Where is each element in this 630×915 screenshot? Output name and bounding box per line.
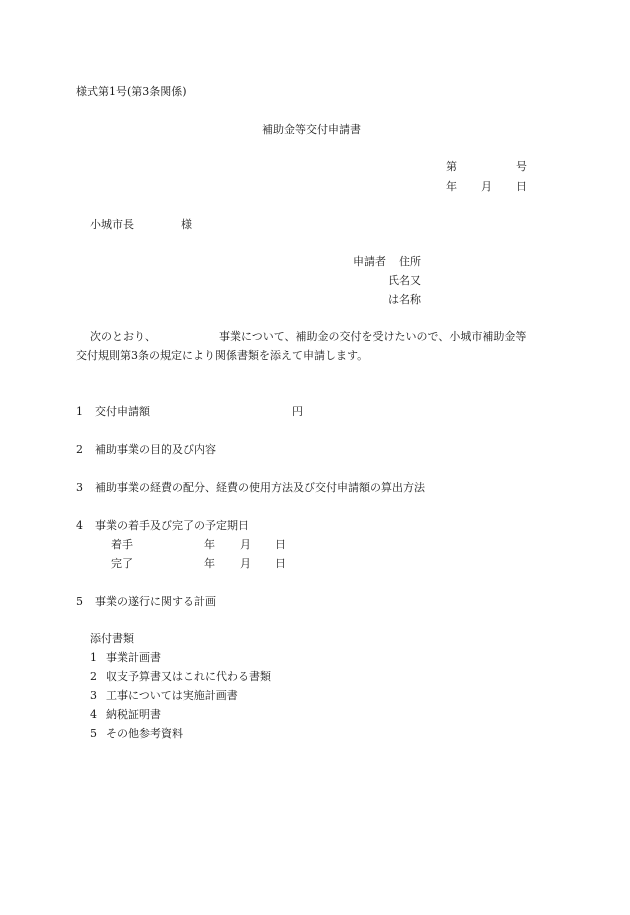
attachment-5-number: 5: [90, 727, 97, 740]
amount-unit: 円: [292, 405, 303, 418]
item-2-number: 2: [76, 443, 83, 456]
document-title: 補助金等交付申請書: [262, 123, 361, 136]
attachment-4-number: 4: [90, 708, 97, 721]
schedule-start-label: 着手: [111, 538, 133, 551]
item-1-number: 1: [76, 405, 83, 418]
date-month-label: 月: [481, 180, 492, 193]
doc-number-suffix: 号: [516, 160, 527, 173]
date-day-label: 日: [516, 180, 527, 193]
attachment-3-text: 工事については実施計画書: [106, 689, 238, 702]
schedule-end-label: 完了: [111, 557, 133, 570]
item-3-text: 補助事業の経費の配分、経費の使用方法及び交付申請額の算出方法: [95, 481, 425, 494]
item-5-text: 事業の遂行に関する計画: [95, 595, 216, 608]
item-3-number: 3: [76, 481, 83, 494]
schedule-end-day: 日: [275, 557, 286, 570]
applicant-label: 申請者: [353, 255, 386, 268]
doc-number-prefix: 第: [446, 160, 457, 173]
attachment-4-text: 納税証明書: [106, 708, 161, 721]
form-label: 様式第1号(第3条関係): [76, 85, 187, 98]
schedule-end-month: 月: [240, 557, 251, 570]
attachment-1-number: 1: [90, 651, 97, 664]
attachment-2-text: 収支予算書又はこれに代わる書類: [106, 670, 271, 683]
item-4-text: 事業の着手及び完了の予定期日: [95, 519, 249, 532]
applicant-address-label: 住所: [399, 255, 421, 268]
schedule-start-day: 日: [275, 538, 286, 551]
body-line1-b: 事業について、補助金の交付を受けたいので、小城市補助金等: [219, 330, 527, 343]
body-line2: 交付規則第3条の規定により関係書類を添えて申請します。: [76, 349, 369, 362]
applicant-name-label-1: 氏名又: [388, 274, 421, 287]
schedule-start-year: 年: [204, 538, 215, 551]
item-5-number: 5: [76, 595, 83, 608]
schedule-start-month: 月: [240, 538, 251, 551]
applicant-name-label-2: は名称: [388, 293, 421, 306]
attachment-5-text: その他参考資料: [106, 727, 183, 740]
date-year-label: 年: [446, 180, 457, 193]
schedule-end-year: 年: [204, 557, 215, 570]
attachment-1-text: 事業計画書: [106, 651, 161, 664]
addressee-honorific: 様: [181, 218, 192, 231]
attachment-3-number: 3: [90, 689, 97, 702]
addressee-name: 小城市長: [90, 218, 134, 231]
item-1-text: 交付申請額: [95, 405, 150, 418]
body-line1-a: 次のとおり、: [90, 330, 156, 343]
item-2-text: 補助事業の目的及び内容: [95, 443, 216, 456]
attachment-2-number: 2: [90, 670, 97, 683]
attachments-heading: 添付書類: [90, 632, 134, 645]
item-4-number: 4: [76, 519, 83, 532]
